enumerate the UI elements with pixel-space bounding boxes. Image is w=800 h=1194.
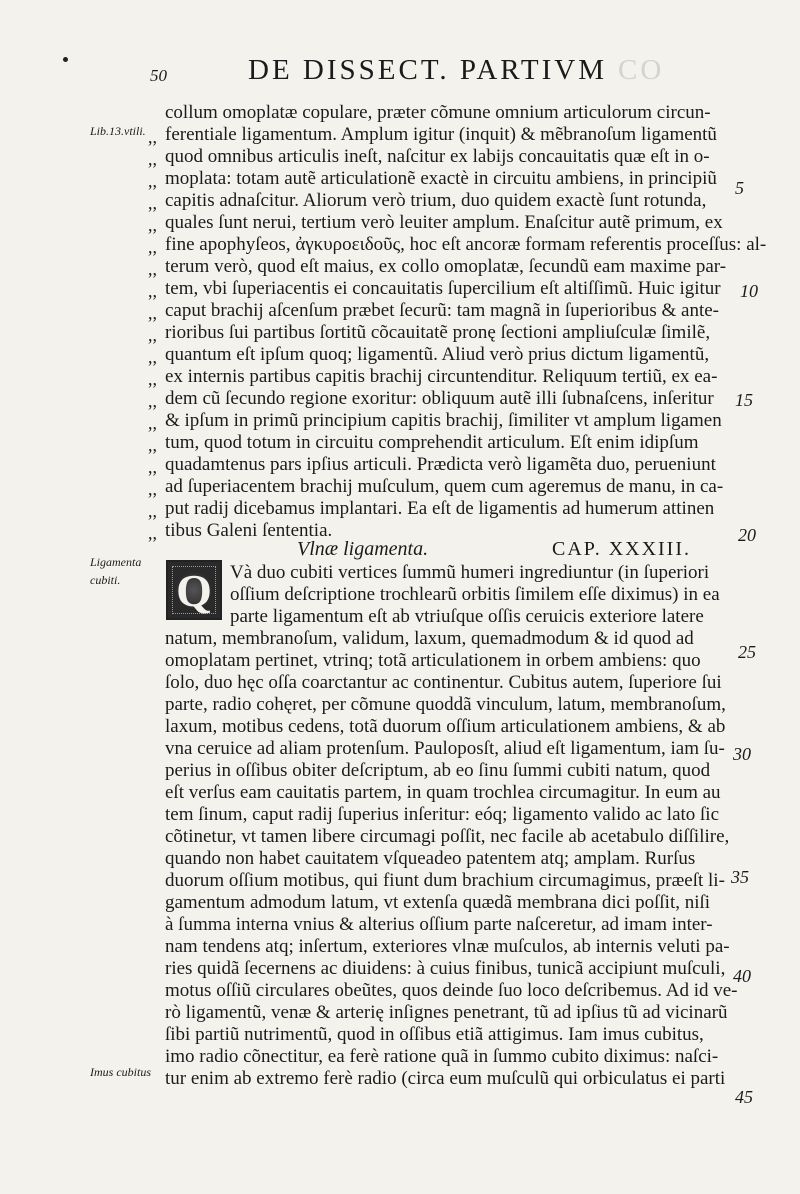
line-number-5: 5 (735, 178, 744, 198)
text-line: nam tendens atq; inſertum, exteriores vlnæ muſculos, ab internis veluti pa- (165, 936, 730, 957)
text-line: natum, membranoſum, validum, laxum, quemadmodum & id quod ad (165, 628, 694, 649)
quote-mark: ,, (148, 391, 157, 411)
text-line: parte, radio cohęret, per cõmune quoddã vinculum, latum, membranoſum, (165, 694, 726, 715)
drop-cap-ornament (166, 560, 222, 620)
text-line: capitis adnaſcitur. Aliorum verò trium, duo quidem exactè ſunt rotunda, (165, 190, 707, 211)
quote-mark: ,, (148, 149, 157, 169)
line-number-35: 35 (731, 867, 749, 887)
text-line: fine apophyſeos, ἀγκυροειδοῦς, hoc eſt ancoræ formam referentis proceſſus: al- (165, 234, 767, 255)
quote-mark: ,, (148, 127, 157, 147)
text-line: tem ſinum, caput radij ſuperius inſeritur: eóq; ligamento valido ac lato ſic (165, 804, 720, 825)
text-line: dem cũ ſecundo regione exoritur: obliquum autẽ illi ſubnaſcens, inſeritur (165, 388, 714, 409)
text-line: ſibi partiũ nutrimentũ, quod in oſſibus etiã attigimus. Iam imus cubitus, (165, 1024, 704, 1045)
line-number-30: 30 (733, 744, 751, 764)
text-line: Và duo cubiti vertices ſummũ humeri ingrediuntur (in ſuperiori (230, 562, 710, 583)
text-line: terum verò, quod eſt maius, ex collo omoplatæ, ſecundũ eam maxime par- (165, 256, 727, 277)
text-line: rioribus ſui partibus ſortitũ cõcauitatẽ pronę ſectioni ampliuſculæ ſimilẽ, (165, 322, 711, 343)
margin-note-ligamenta: Ligamenta (90, 555, 142, 569)
line-number-20: 20 (738, 525, 756, 545)
margin-note-cubiti: cubiti. (90, 573, 121, 587)
text-line: ad ſuperiacentem brachij muſculum, quem cum ageremus de manu, in ca- (165, 476, 724, 497)
line-number-40: 40 (733, 966, 751, 986)
text-line: imo radio cõnectitur, ea ferè ratione quã in ſummo cubito diximus: naſci- (165, 1046, 719, 1067)
quote-mark: ,, (148, 369, 157, 389)
text-line: tur enim ab extremo ferè radio (circa eum muſculũ qui orbiculatus ei parti (165, 1068, 726, 1089)
text-line: & ipſum in primũ principium capitis brachij, ſimiliter vt amplum ligamen (165, 410, 722, 431)
text-line: parte ligamentum eſt ab vtriuſque oſſis ceruicis exteriore latere (230, 606, 704, 627)
text-line: tum, quod totum in circuitu comprehendit articulum. Eſt enim idipſum (165, 432, 699, 453)
line-number-15: 15 (735, 390, 753, 410)
quote-mark: ,, (148, 215, 157, 235)
text-line: quales ſunt nerui, tertium verò leuiter amplum. Enaſcitur autẽ primum, ex (165, 212, 723, 233)
text-line: put radij dicebamus implantari. Ea eſt de ligamentis ad humerum attinen (165, 498, 715, 519)
quote-mark: ,, (148, 259, 157, 279)
quote-mark: ,, (148, 457, 157, 477)
ink-dot (63, 57, 68, 62)
text-line: caput brachij aſcenſum præbet ſecurũ: tam magnã in ſuperioribus & ante- (165, 300, 719, 321)
text-line: à ſumma interna vnius & alterius oſſium parte naſceretur, ad imam inter- (165, 914, 713, 935)
text-line: quadamtenus pars ipſius articuli. Prædicta verò ligamẽta duo, perueniunt (165, 454, 716, 475)
text-line: collum omoplatæ copulare, præter cõmune omnium articulorum circun- (165, 102, 711, 123)
quote-mark: ,, (148, 281, 157, 301)
text-line: ſolo, duo hęc oſſa coarctantur ac continentur. Cubitus autem, ſuperiore ſui (165, 672, 722, 693)
text-line: oſſium deſcriptione trochlearũ orbitis ſimilem eſſe diximus) in ea (230, 584, 720, 605)
text-line: tem, vbi ſuperiacentis ei concauitatis ſupercilium eſt altiſſimũ. Huic igitur (165, 278, 721, 299)
text-line: perius in oſſibus obiter deſcriptum, ab eo ſinu ſummi cubiti natum, quod (165, 760, 711, 781)
text-line: quantum eſt ipſum quoq; ligamentũ. Aliud verò prius dictum ligamentũ, (165, 344, 710, 365)
quote-mark: ,, (148, 479, 157, 499)
text-line: cõtinetur, vt tamen libere circumagi poſſit, nec facile ab acetabulo diſſilire, (165, 826, 730, 847)
bleed-through-text: CO (618, 54, 665, 86)
page-number: 50 (150, 66, 167, 85)
text-line: laxum, motibus cedens, totã duorum oſſium articulationem ambiens, & ab (165, 716, 726, 737)
quote-mark: ,, (148, 501, 157, 521)
running-head: DE DISSECT. PARTIVM (248, 54, 607, 86)
text-line: ferentiale ligamentum. Amplum igitur (inquit) & mẽbranoſum ligamentũ (165, 124, 717, 145)
text-line: vna ceruice ad aliam protenſum. Pauloposſt, aliud eſt ligamentum, iam ſu- (165, 738, 725, 759)
text-line: duorum oſſium motibus, qui fiunt dum brachium circumagimus, præeſt li- (165, 870, 725, 891)
text-line: rò ligamentũ, venæ & arterię inſignes penetrant, tũ ad ipſius tũ ad vicinarũ (165, 1002, 728, 1023)
drop-cap-letter: Q (176, 565, 212, 616)
quote-mark: ,, (148, 303, 157, 323)
quote-mark: ,, (148, 171, 157, 191)
text-line: quando non habet cauitatem vſqueadeo patentem atq; amplam. Rurſus (165, 848, 696, 869)
chapter-number: CAP. XXXIII. (552, 538, 691, 560)
quote-mark: ,, (148, 523, 157, 543)
line-number-45: 45 (735, 1087, 753, 1107)
page-header (150, 52, 750, 88)
text-line: motus oſſiũ circulares obeũtes, quos deinde ſuo loco deſcribemus. Ad id ve- (165, 980, 738, 1001)
quote-mark: ,, (148, 413, 157, 433)
text-line: ex internis partibus capitis brachij circuntenditur. Reliquum tertiũ, ex ea- (165, 366, 718, 387)
quote-mark: ,, (148, 347, 157, 367)
quote-mark: ,, (148, 237, 157, 257)
text-line: moplata: totam autẽ articulationẽ exactè in circuitu ambiens, in principiũ (165, 168, 717, 189)
line-number-10: 10 (740, 281, 758, 301)
line-number-25: 25 (738, 642, 756, 662)
quote-mark: ,, (148, 435, 157, 455)
quote-mark: ,, (148, 325, 157, 345)
text-line: omoplatam pertinet, vtrinq; totã articulationem in orbem ambiens: quo (165, 650, 701, 671)
text-line: ries quidã ſecernens ac diuidens: à cuius finibus, tunicã accipiunt muſculi, (165, 958, 726, 979)
text-line: eſt verſus eam cauitatis partem, in quam trochlea circumagitur. In eum au (165, 782, 721, 803)
margin-note-lib: Lib.13.vtili. (90, 124, 146, 138)
text-line: gamentum admodum latum, vt extenſa quædã membrana dici poſſit, niſi (165, 892, 711, 913)
quote-mark: ,, (148, 193, 157, 213)
text-line: quod omnibus articulis ineſt, naſcitur ex labijs concauitatis quæ eſt in o- (165, 146, 710, 167)
section-heading: Vlnæ ligamenta. (297, 538, 429, 560)
text-line: tibus Galeni ſententia. (165, 520, 333, 541)
margin-note-imus-cubitus: Imus cubitus (90, 1065, 151, 1079)
